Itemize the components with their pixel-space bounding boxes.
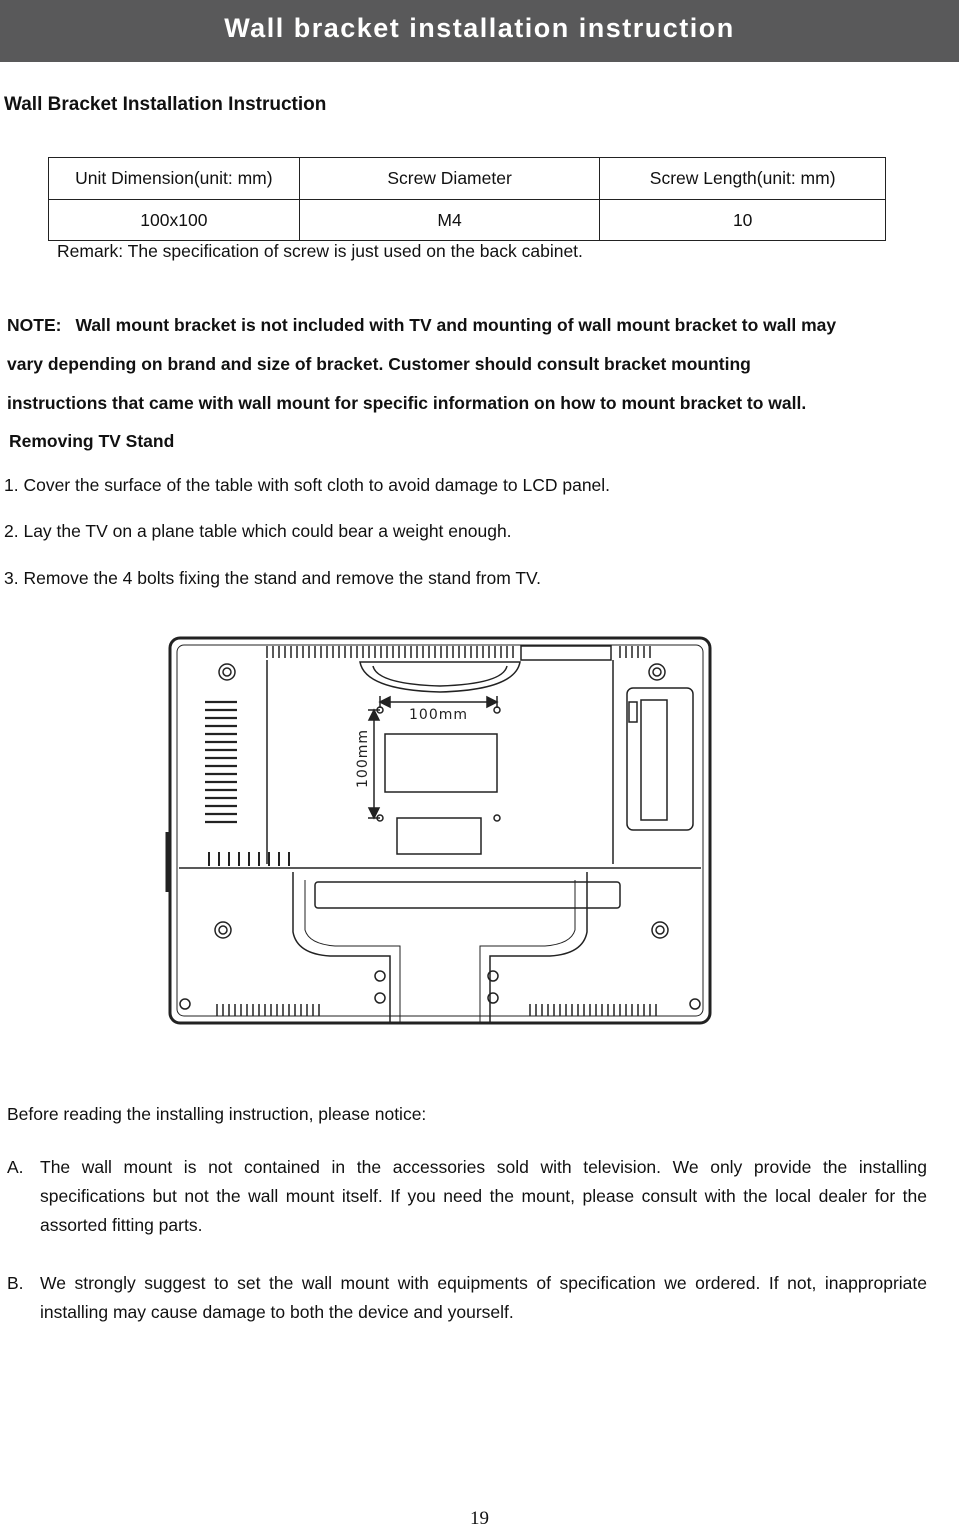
- bottom-vent-left: [217, 1004, 319, 1016]
- bottom-vent-right: [530, 1004, 656, 1016]
- table-header-cell: Screw Length(unit: mm): [600, 158, 886, 200]
- dimension-label-vertical: 100mm: [355, 729, 371, 788]
- notice-item-text: The wall mount is not contained in the accessories sold with television. We only provide the installing specifications but not the wall mount itself. If you need the mount, please consult with the local dealer for the assorted fitting parts.: [40, 1157, 927, 1235]
- step-item: 2. Lay the TV on a plane table which could bear a weight enough.: [4, 521, 512, 541]
- tv-housing: [170, 638, 710, 1023]
- stand-outline-right: [490, 872, 587, 1022]
- note-line: instructions that came with wall mount for specific information on how to mount bracket to wall.: [7, 393, 807, 413]
- top-vent: [267, 646, 513, 658]
- tv-housing-inner: [177, 645, 703, 1016]
- label-plate: [397, 818, 481, 854]
- connector-port: [629, 702, 637, 722]
- left-vent: [205, 702, 237, 822]
- screw-spec-table: [48, 157, 886, 241]
- connector-slot: [641, 700, 667, 820]
- table-cell-screw-length: 10: [600, 200, 886, 241]
- vesa-label-plate: [385, 734, 497, 792]
- banner-title: Wall bracket installation instruction: [224, 13, 735, 43]
- step-item: 1. Cover the surface of the table with soft cloth to avoid damage to LCD panel.: [4, 475, 611, 495]
- table-header-row: [49, 158, 886, 200]
- stand-inner-left: [305, 880, 400, 1022]
- notice-item-text: We strongly suggest to set the wall mount with equipments of specification we ordered. If not, inappropriate installing may cause damage to both the device and yourself.: [40, 1273, 927, 1322]
- notice-item-letter: A.: [7, 1157, 24, 1177]
- page-number: 19: [470, 1508, 489, 1529]
- carry-handle-inner: [373, 666, 507, 686]
- section-heading: Wall Bracket Installation Instruction: [4, 94, 327, 115]
- note-line: Wall mount bracket is not included with TV and mounting of wall mount bracket to wall may: [75, 315, 837, 335]
- table-cell-unit-dimension: 100x100: [49, 200, 300, 241]
- top-slot: [521, 646, 611, 660]
- notice-item: [7, 1269, 927, 1327]
- lower-vent: [209, 852, 289, 866]
- table-header-cell: Screw Diameter: [299, 158, 600, 200]
- dimension-label-horizontal: 100mm: [409, 707, 468, 723]
- step-item: 3. Remove the 4 bolts fixing the stand and remove the stand from TV.: [4, 568, 541, 588]
- stand-inner-right: [480, 880, 575, 1022]
- header-banner: [0, 0, 959, 62]
- top-vent-right: [620, 646, 650, 658]
- vesa-hole: [494, 815, 500, 821]
- tv-back-diagram: [165, 632, 715, 1032]
- note-label: NOTE:: [7, 315, 62, 335]
- notice-item: [7, 1153, 927, 1240]
- table-header-cell: Unit Dimension(unit: mm): [49, 158, 300, 200]
- note-block: [7, 306, 942, 423]
- removing-stand-heading: Removing TV Stand: [9, 431, 175, 451]
- remark-text: Remark: The specification of screw is just used on the back cabinet.: [57, 241, 583, 261]
- notice-intro: Before reading the installing instruction, please notice:: [7, 1104, 427, 1124]
- notice-item-letter: B.: [7, 1273, 24, 1293]
- note-line: vary depending on brand and size of bracket. Customer should consult bracket mounting: [7, 354, 751, 374]
- table-row: [49, 200, 886, 241]
- stand-rail: [315, 882, 620, 908]
- table-cell-screw-diameter: M4: [299, 200, 600, 241]
